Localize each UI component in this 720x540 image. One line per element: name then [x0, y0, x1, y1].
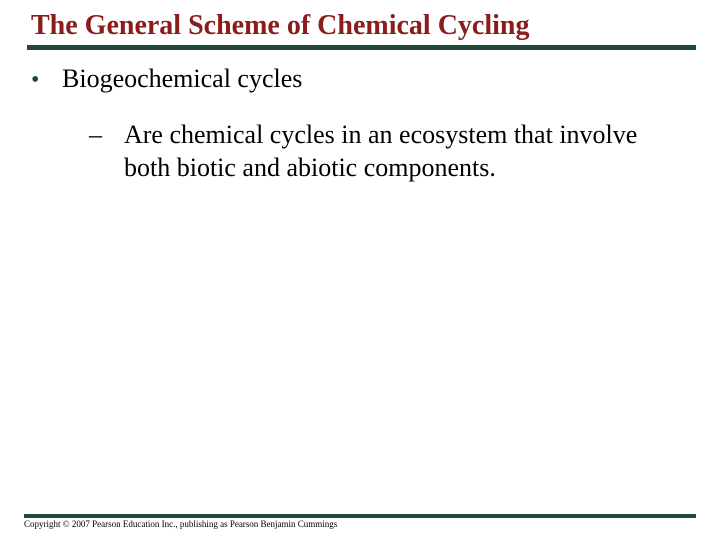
- slide-title: The General Scheme of Chemical Cycling: [31, 10, 530, 41]
- bullet-item: [31, 63, 302, 96]
- title-divider: [27, 45, 696, 50]
- bullet-icon: •: [31, 67, 40, 93]
- copyright-footer: Copyright © 2007 Pearson Education Inc., publishing as Pearson Benjamin Cummings: [24, 519, 338, 529]
- sub-bullet-item: [89, 118, 689, 184]
- bullet-text: Biogeochemical cycles: [62, 64, 303, 93]
- sub-bullet-text: Are chemical cycles in an ecosystem that involve both biotic and abiotic components.: [124, 120, 638, 182]
- dash-icon: –: [89, 120, 102, 149]
